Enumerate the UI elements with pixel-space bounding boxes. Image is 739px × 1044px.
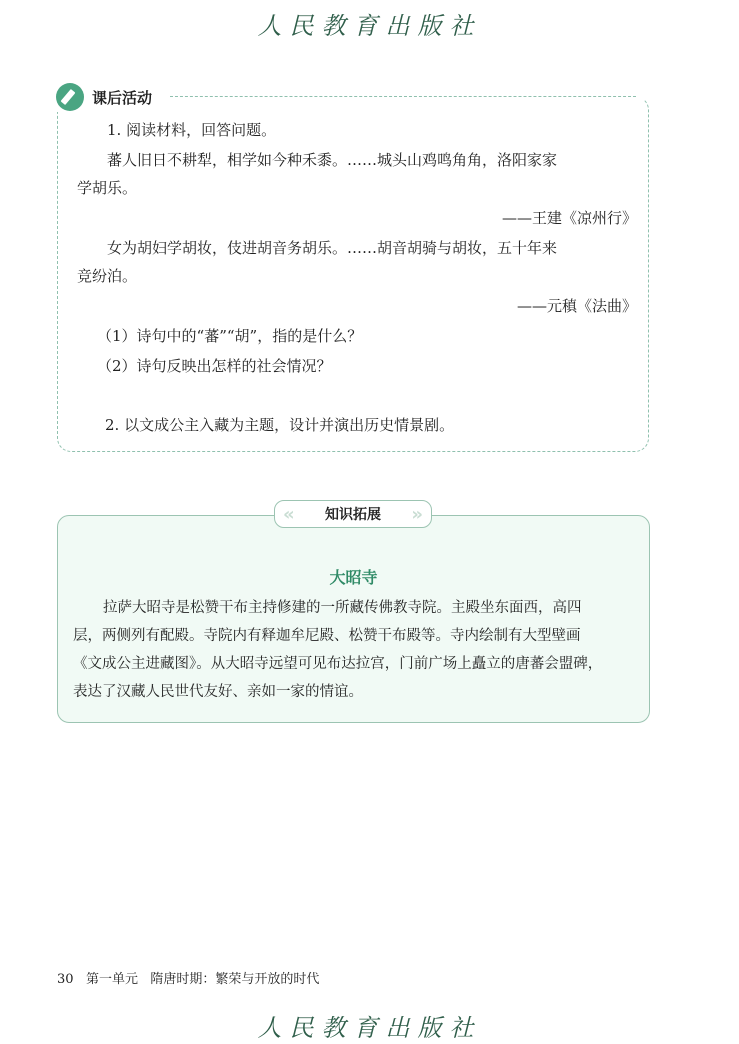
publisher-logo-top: 人民教育出版社	[257, 12, 482, 40]
page-footer	[57, 968, 319, 987]
poem-2-source: ——元稹《法曲》	[516, 297, 637, 315]
page-number: 30	[57, 972, 74, 987]
knowledge-tab-label: 知识拓展	[325, 507, 381, 523]
knowledge-line: 《文成公主进藏图》。从大昭寺远望可见布达拉宫，门前广场上矗立的唐蕃会盟碑，	[73, 656, 603, 672]
chevron-left-icon: «	[283, 503, 295, 525]
knowledge-line: 层，两侧列有配殿。寺院内有释迦牟尼殿、松赞干布殿等。寺内绘制有大型壁画	[73, 628, 581, 644]
knowledge-line: 表达了汉藏人民世代友好、亲如一家的情谊。	[73, 684, 363, 700]
unit-label: 第一单元	[85, 972, 138, 987]
sub-question-1: （1）诗句中的“蕃”“胡”，指的是什么？	[97, 327, 363, 345]
poem-1-source: ——王建《凉州行》	[501, 209, 637, 227]
chevron-right-icon: »	[411, 503, 423, 525]
question-2: 2. 以文成公主入藏为主题，设计并演出历史情景剧。	[105, 416, 455, 434]
poem-2-line-2: 竞纷泊。	[77, 267, 138, 285]
activity-header	[56, 82, 162, 112]
knowledge-tab	[274, 500, 432, 528]
unit-title: 隋唐时期：繁荣与开放的时代	[150, 972, 320, 987]
pen-icon	[56, 83, 84, 111]
knowledge-line: 拉萨大昭寺是松赞干布主持修建的一所藏传佛教寺院。主殿坐东面西，高四	[103, 600, 582, 616]
poem-1-line-1: 蕃人旧日不耕犁，相学如今种禾黍。……城头山鸡鸣角角，洛阳家家	[107, 151, 558, 169]
poem-2-line-1: 女为胡妇学胡妆，伎进胡音务胡乐。……胡音胡骑与胡妆，五十年来	[107, 239, 558, 257]
sub-question-2: （2）诗句反映出怎样的社会情况？	[97, 357, 332, 375]
knowledge-title: 大昭寺	[329, 568, 378, 587]
question-1: 1. 阅读材料，回答问题。	[107, 121, 277, 139]
activity-title: 课后活动	[92, 88, 153, 107]
poem-1-line-2: 学胡乐。	[77, 179, 138, 197]
publisher-logo-bottom: 人民教育出版社	[257, 1014, 482, 1042]
activity-divider	[170, 96, 636, 97]
